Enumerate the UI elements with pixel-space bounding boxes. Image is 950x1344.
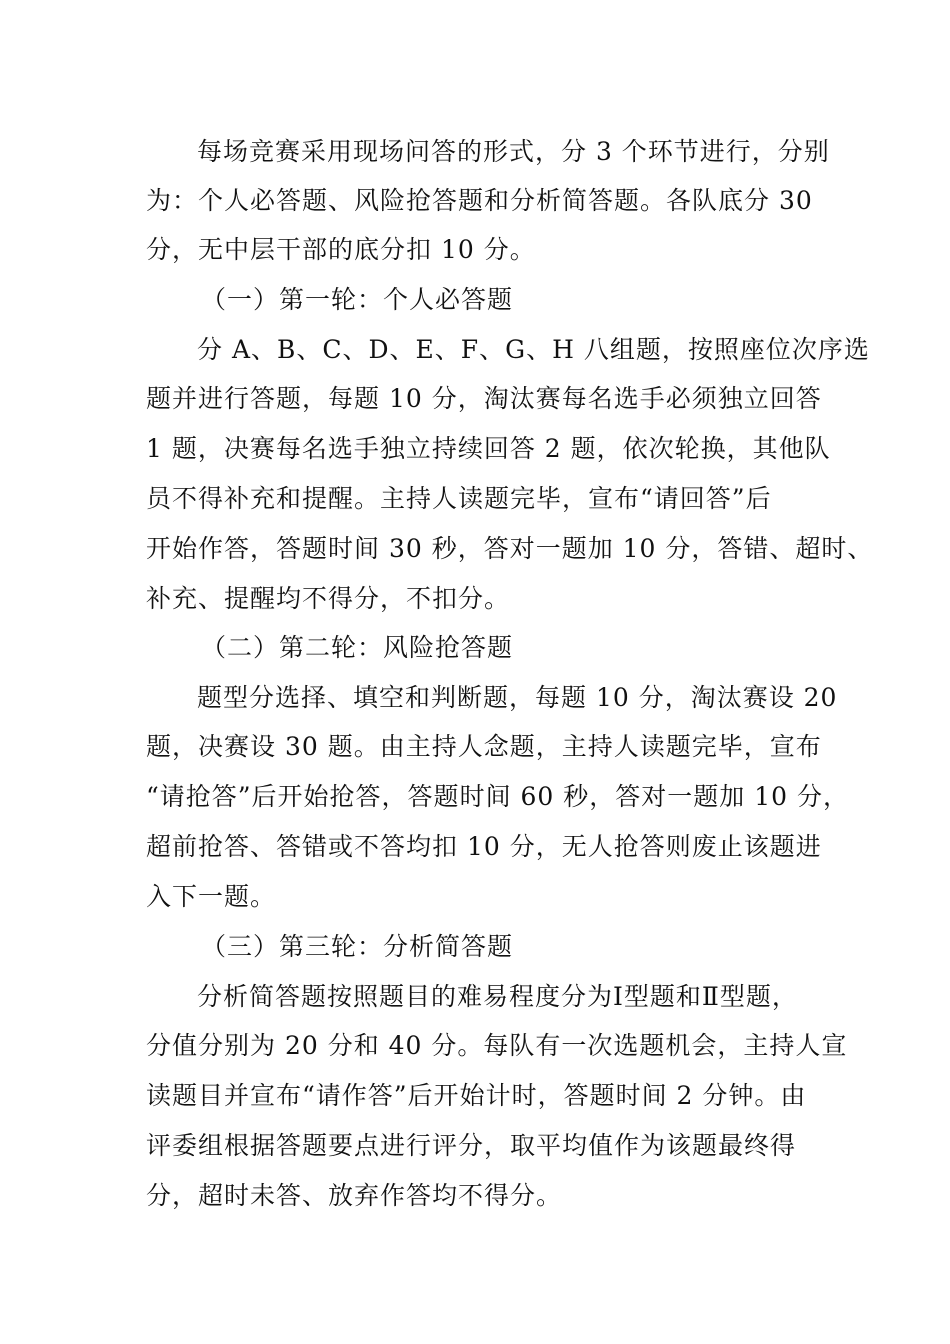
text-line-18: 分析简答题按照题目的难易程度分为Ⅰ型题和Ⅱ型题，: [197, 982, 798, 1011]
text-line-2: 为：个人必答题、风险抢答题和分析简答题。各队底分 30: [146, 186, 813, 215]
text-line-19: 分值分别为 20 分和 40 分。每队有一次选题机会，主持人宣: [146, 1031, 848, 1060]
section-heading-1: （一）第一轮：个人必答题: [201, 285, 514, 314]
text-line-3: 分，无中层干部的底分扣 10 分。: [146, 235, 536, 264]
text-line-10: 补充、提醒均不得分，不扣分。: [146, 584, 511, 613]
text-line-6: 题并进行答题，每题 10 分，淘汰赛每名选手必须独立回答: [146, 384, 822, 413]
text-line-1: 每场竞赛采用现场问答的形式，分 3 个环节进行，分别: [197, 137, 830, 166]
text-line-12: 题型分选择、填空和判断题，每题 10 分，淘汰赛设 20: [197, 683, 838, 712]
text-line-21: 评委组根据答题要点进行评分，取平均值作为该题最终得: [146, 1131, 797, 1160]
text-line-15: 超前抢答、答错或不答均扣 10 分，无人抢答则废止该题进: [146, 832, 822, 861]
text-line-22: 分，超时未答、放弃作答均不得分。: [146, 1181, 563, 1210]
text-line-9: 开始作答，答题时间 30 秒，答对一题加 10 分，答错、超时、: [146, 534, 874, 563]
text-line-8: 员不得补充和提醒。主持人读题完毕，宣布“请回答”后: [146, 484, 772, 513]
section-heading-3: （三）第三轮：分析简答题: [201, 932, 514, 961]
text-line-16: 入下一题。: [146, 882, 277, 911]
text-line-7: 1 题，决赛每名选手独立持续回答 2 题，依次轮换，其他队: [146, 434, 831, 463]
text-line-5: 分 A、B、C、D、E、F、G、H 八组题，按照座位次序选: [197, 335, 870, 364]
section-heading-2: （二）第二轮：风险抢答题: [201, 633, 514, 662]
text-line-20: 读题目并宣布“请作答”后开始计时，答题时间 2 分钟。由: [146, 1081, 807, 1110]
text-line-13: 题，决赛设 30 题。由主持人念题，主持人读题完毕，宣布: [146, 732, 822, 761]
text-line-14: “请抢答”后开始抢答，答题时间 60 秒，答对一题加 10 分，: [146, 782, 849, 811]
